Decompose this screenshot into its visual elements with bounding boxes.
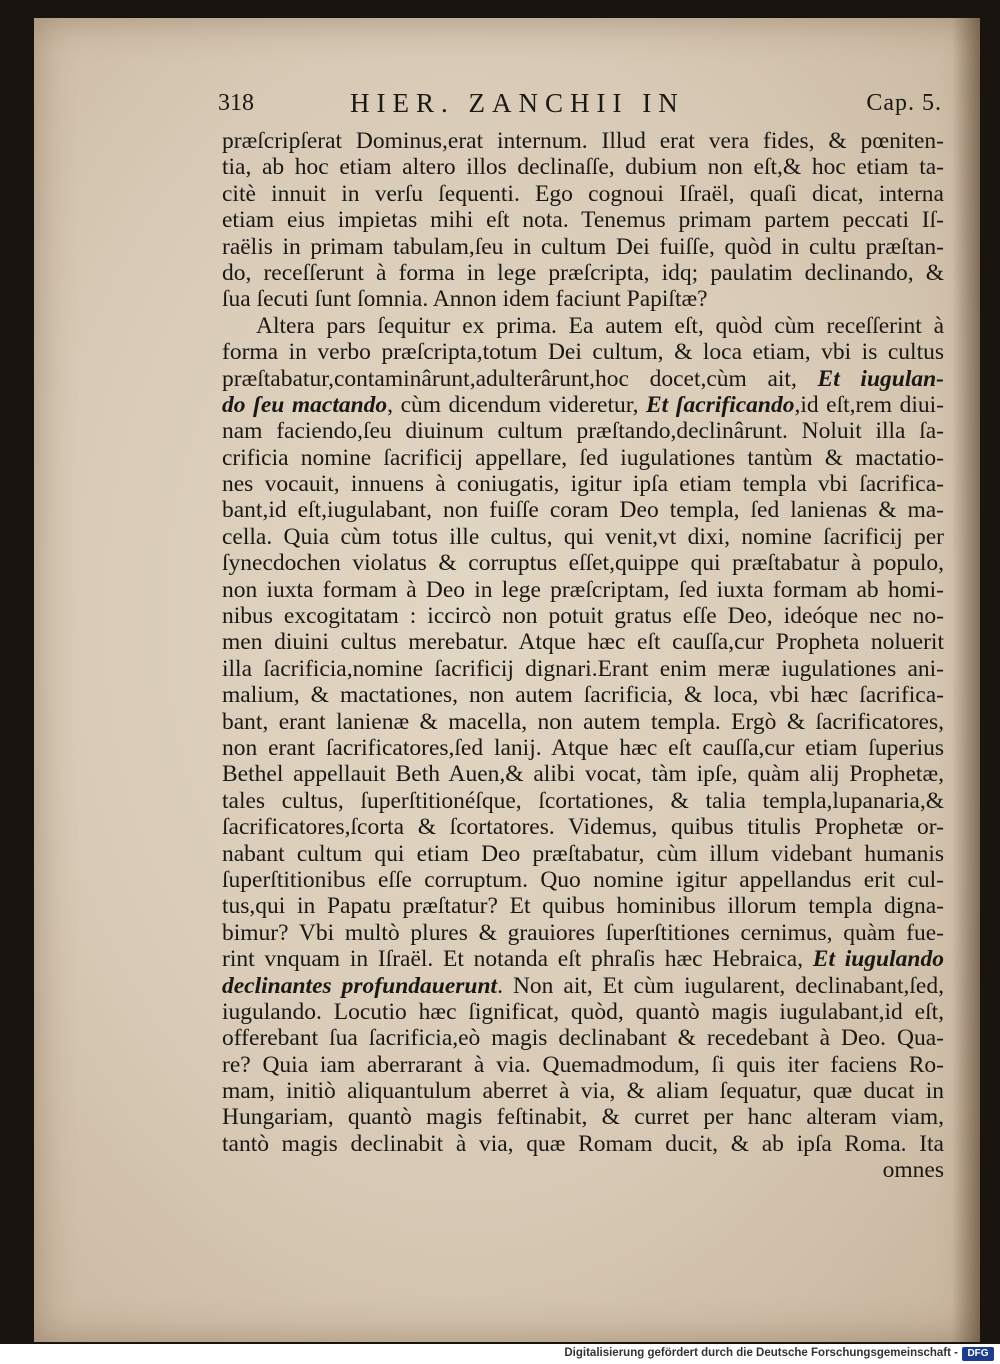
text-segment: re? Quia iam aberrarant à via. Quemadmodum, ſi quis iter faciens Ro- [222,1051,944,1078]
text-segment: malium, & mactationes, non autem ſacrificia, & loca, vbi hæc ſacrifica- [222,682,944,709]
text-segment: men diuini cultus merebatur. Atque hæc eſt cauſſa,cur Propheta noluerit [222,629,944,656]
text-line [222,999,944,1025]
chapter-marker: Cap. 5. [866,90,942,116]
body-text [222,128,944,1184]
italic-text-segment: do ſeu mactando [222,391,388,418]
text-segment: bant,id eſt,iugulabant, non fuiſſe coram Deo templa, ſed lanienas & ma- [222,497,944,524]
text-segment: mam, initiò aliquantulum aberret à via, & aliam ſequatur, quæ ducat in [222,1078,944,1105]
text-line [222,128,944,154]
text-line [222,973,944,999]
text-line [222,1052,944,1078]
text-line [222,867,944,893]
text-line [222,629,944,655]
page-number: 318 [218,90,254,116]
text-segment: ſuperſtitionibus eſſe corruptum. Quo nomine igitur appellandus erit cul- [222,866,944,893]
text-segment: Hungariam, quantò magis feſtinabit, & curret per hanc alteram viam, [222,1104,944,1131]
text-segment: , cùm dicendum videretur, [387,391,646,418]
text-line [222,1131,944,1157]
footer-credit: Digitalisierung gefördert durch die Deutsche Forschungsgemeinschaft - [564,1347,958,1359]
text-segment: tia, ab hoc etiam altero illos declinaſſe, dubium non eſt,& hoc etiam ta- [222,154,944,181]
text-segment: iugulando. Locutio hæc ſignificat, quòd, quantò magis iugulabant,id eſt, [222,998,944,1025]
text-segment: raëlis in primam tabulam,ſeu in cultum Dei fuiſſe, quòd in cultu præſtan- [222,233,944,260]
text-line [222,366,944,392]
text-segment: . Non ait, Et cùm iugularent, declinabant,ſed, [497,972,944,999]
text-segment: ſynecdochen violatus & corruptus eſſet,quippe qui præſtabatur à populo, [222,550,944,577]
text-line [222,181,944,207]
text-segment: præſcripſerat Dominus,erat internum. Illud erat vera fides, & pœniten- [222,128,944,154]
text-line [222,339,944,365]
text-line [222,207,944,233]
digitization-footer [0,1344,1000,1364]
italic-text-segment: Et iugulan- [817,365,944,392]
text-segment: nabant cultum qui etiam Deo præſtabatur, cùm illum videbant humanis [222,840,944,867]
text-line [222,260,944,286]
text-segment: citè innuit in verſu ſequenti. Ego cognoui Iſraël, quaſi dicat, interna [222,180,944,207]
text-segment: bimur? Vbi multò plures & grauiores ſuperſtitiones cernimus, quàm fue- [222,919,944,946]
text-segment: ,id eſt,rem diui- [794,391,944,418]
text-segment: bant, erant lanienæ & macella, non autem templa. Ergò & ſacrificatores, [222,708,944,735]
text-segment: etiam eius impietas mihi eſt nota. Tenemus primam partem peccati Iſ- [222,207,944,234]
text-segment: illa ſacrificia,nomine ſacrificij dignari.Erant enim meræ iugulationes ani- [222,655,944,682]
text-line [222,682,944,708]
italic-text-segment: Et ſacrificando [646,391,795,418]
text-line [222,788,944,814]
text-segment: tales cultus, ſuperſtitionéſque, ſcortationes, & talia templa,lupanaria,& [222,787,944,814]
text-line [222,841,944,867]
running-head [218,88,942,128]
text-segment: nes vocauit, innuens à coniugatis, igitur ipſa etiam templa vbi ſacrifica- [222,471,944,498]
text-line [222,524,944,550]
text-segment: forma in verbo præſcripta,totum Dei cultum, & loca etiam, vbi is cultus [222,339,944,366]
text-line [222,603,944,629]
text-segment: tantò magis declinabit à via, quæ Romam ducit, & ab ipſa Roma. Ita [222,1130,944,1157]
text-line [222,286,944,312]
text-segment: nam faciendo,ſeu diuinum cultum præſtando,declinârunt. Noluit illa ſa- [222,418,944,445]
text-segment: non iuxta formam à Deo in lege præſcriptam, ſed iuxta formam ab homi- [222,576,944,603]
text-line [222,709,944,735]
text-line [222,445,944,471]
text-segment: ſacrificatores,ſcorta & ſcortatores. Videmus, quibus titulis Prophetæ or- [222,814,944,841]
text-segment: crificia nomine ſacrificij appellare, ſed iugulationes tantùm & mactatio- [222,444,944,471]
text-segment: præſtabatur,contaminârunt,adulterârunt,hoc docet,cùm ait, [222,365,818,392]
text-line [222,1025,944,1051]
text-segment: non erant ſacrificatores,ſed lanij. Atque hæc eſt cauſſa,cur etiam ſuperius [222,734,944,761]
text-line [222,418,944,444]
text-line [222,920,944,946]
text-line [222,497,944,523]
running-title: HIER. ZANCHII IN [350,88,685,118]
page-edge-shadow [952,18,980,1342]
text-line [222,893,944,919]
dfg-logo-icon: DFG [962,1347,994,1361]
text-line [222,814,944,840]
text-line [222,656,944,682]
text-line [222,1078,944,1104]
italic-text-segment: declinantes profundauerunt [222,972,498,999]
text-segment: rint vnquam in Iſraël. Et notanda eſt phraſis hæc Hebraica, [222,946,813,973]
text-line [222,154,944,180]
text-line [222,1104,944,1130]
text-segment: tus,qui in Papatu præſtatur? Et quibus hominibus illorum templa digna- [222,893,944,920]
catchword: omnes [882,1157,944,1184]
text-line [222,392,944,418]
text-line [222,577,944,603]
text-line [222,735,944,761]
text-line [222,313,944,339]
text-segment: ſua ſecuti ſunt ſomnia. Annon idem faciunt Papiſtæ? [222,286,708,313]
text-line [222,761,944,787]
italic-text-segment: Et iugulando [812,946,944,973]
text-segment: cella. Quia cùm totus ille cultus, qui venit,vt dixi, nomine ſacrificij per [222,523,944,550]
text-line [222,946,944,972]
text-segment: nibus excogitatam : iccircò non potuit gratus eſſe Deo, ideóque nec no- [222,603,944,630]
text-line [222,550,944,576]
text-line [222,234,944,260]
text-line [222,471,944,497]
text-segment: Bethel appellauit Beth Auen,& alibi vocat, tàm ipſe, quàm alij Prophetæ, [222,761,944,788]
text-segment: offerebant ſua ſacrificia,eò magis declinabant & recedebant à Deo. Qua- [222,1025,944,1052]
text-segment: Altera pars ſequitur ex prima. Ea autem eſt, quòd cùm receſſerint à [256,312,944,339]
text-segment: do, receſſerunt à forma in lege præſcripta, idq; paulatim declinando, & [222,259,944,286]
